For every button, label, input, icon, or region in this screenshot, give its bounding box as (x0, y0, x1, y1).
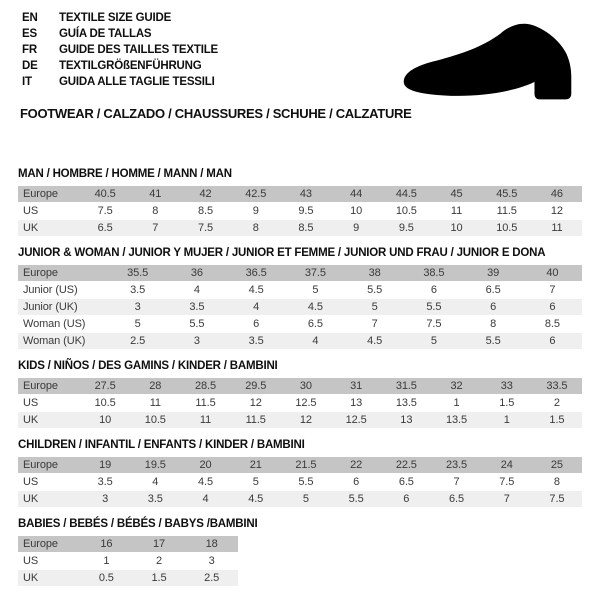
row-label: US (23, 205, 39, 217)
size-cell: 40 (546, 267, 559, 279)
size-cell: 41 (149, 188, 162, 200)
section-children (18, 439, 582, 507)
size-cell: 6 (490, 301, 497, 313)
size-cell: 30 (299, 380, 312, 392)
language-code: FR (22, 44, 37, 56)
size-cell: 31 (350, 380, 363, 392)
size-cell: 1 (103, 555, 110, 567)
size-cell: 33 (500, 380, 513, 392)
size-tables (18, 168, 582, 597)
size-cell: 4.5 (248, 493, 264, 505)
size-cell: 5 (252, 476, 259, 488)
language-row (22, 74, 218, 90)
size-cell: 1.5 (151, 572, 167, 584)
size-cell: 0.5 (98, 572, 114, 584)
size-cell: 6.5 (398, 476, 414, 488)
row-label: US (23, 555, 39, 567)
size-cell: 4 (152, 476, 159, 488)
size-cell: 38 (368, 267, 381, 279)
size-cell: 8 (252, 222, 259, 234)
size-cell: 3.5 (130, 284, 146, 296)
size-cell: 3 (102, 493, 109, 505)
size-cell: 33.5 (546, 380, 568, 392)
table-row (18, 412, 582, 428)
size-table-junior-woman (18, 265, 582, 349)
size-cell: 7.5 (426, 318, 442, 330)
size-cell: 12.5 (295, 397, 317, 409)
size-cell: 13 (400, 414, 413, 426)
size-cell: 12 (550, 205, 563, 217)
size-cell: 36 (190, 267, 203, 279)
size-cell: 12 (299, 414, 312, 426)
size-cell: 7.5 (499, 476, 515, 488)
section-title: MAN / HOMBRE / HOMME / MANN / MAN (18, 168, 232, 180)
size-cell: 8.5 (198, 205, 213, 217)
row-label: Woman (UK) (23, 335, 86, 347)
table-row (18, 316, 582, 332)
row-label: Europe (23, 380, 58, 392)
table-row (18, 265, 582, 281)
size-cell: 19.5 (144, 459, 166, 471)
size-cell: 10.5 (94, 397, 116, 409)
size-cell: 5 (302, 493, 309, 505)
size-cell: 7 (549, 284, 556, 296)
size-cell: 6.5 (485, 284, 501, 296)
size-cell: 6.5 (97, 222, 113, 234)
size-cell: 21.5 (295, 459, 317, 471)
section-title: KIDS / NIÑOS / DES GAMINS / KINDER / BAMBINI (18, 360, 278, 372)
size-cell: 9.5 (398, 222, 414, 234)
size-cell: 31.5 (395, 380, 417, 392)
size-cell: 4.5 (307, 301, 323, 313)
table-row (18, 186, 582, 202)
section-title: JUNIOR & WOMAN / JUNIOR Y MUJER / JUNIOR ET FEMME / JUNIOR UND FRAU / JUNIOR E DONA (18, 247, 546, 259)
size-cell: 11.5 (245, 414, 266, 426)
size-cell: 5 (134, 318, 141, 330)
row-label: Europe (23, 459, 58, 471)
size-cell: 9 (353, 222, 360, 234)
size-cell: 5 (430, 335, 437, 347)
size-cell: 36.5 (245, 267, 267, 279)
size-cell: 11 (551, 222, 563, 234)
size-cell: 3 (208, 555, 215, 567)
size-table-babies (18, 536, 238, 586)
size-cell: 6 (430, 284, 437, 296)
row-label: Junior (UK) (23, 301, 78, 313)
language-code: IT (22, 76, 32, 88)
size-cell: 16 (100, 538, 113, 550)
size-cell: 8 (152, 205, 159, 217)
size-cell: 4.5 (248, 284, 264, 296)
size-cell: 7.5 (97, 205, 113, 217)
size-cell: 10.5 (496, 222, 518, 234)
size-cell: 8.5 (298, 222, 314, 234)
size-cell: 28.5 (195, 380, 217, 392)
size-cell: 7 (371, 318, 378, 330)
size-cell: 22.5 (395, 459, 417, 471)
table-row (18, 203, 582, 219)
size-cell: 10 (99, 414, 112, 426)
section-man (18, 168, 582, 236)
size-cell: 27.5 (94, 380, 116, 392)
size-cell: 3.5 (97, 476, 113, 488)
size-cell: 4 (193, 284, 200, 296)
size-cell: 10.5 (395, 205, 417, 217)
size-cell: 8.5 (544, 318, 560, 330)
size-cell: 3.5 (147, 493, 163, 505)
row-label: Europe (23, 188, 58, 200)
size-cell: 4 (312, 335, 319, 347)
size-cell: 20 (199, 459, 212, 471)
size-table-man (18, 186, 582, 236)
size-cell: 4 (202, 493, 209, 505)
table-row (18, 457, 582, 473)
size-cell: 22 (350, 459, 363, 471)
size-cell: 1 (503, 414, 510, 426)
size-cell: 44.5 (395, 188, 417, 200)
language-label: TEXTILGRÖßENFÜHRUNG (59, 60, 202, 72)
size-cell: 6 (549, 301, 556, 313)
section-babies (18, 518, 582, 586)
section-kids (18, 360, 582, 428)
size-cell: 3 (193, 335, 200, 347)
size-cell: 42 (199, 188, 212, 200)
size-cell: 11 (450, 205, 463, 217)
size-cell: 8 (553, 476, 560, 488)
size-cell: 19 (99, 459, 112, 471)
language-code: DE (22, 60, 38, 72)
size-cell: 11.5 (496, 205, 517, 217)
language-row (22, 58, 218, 74)
size-cell: 5.5 (426, 301, 442, 313)
size-cell: 29.5 (245, 380, 267, 392)
language-label: GUÍA DE TALLAS (59, 28, 152, 40)
row-label: Europe (23, 538, 58, 550)
language-legend (22, 10, 218, 90)
size-cell: 6 (353, 476, 360, 488)
size-cell: 12 (249, 397, 262, 409)
table-row (18, 220, 582, 236)
size-cell: 6 (253, 318, 260, 330)
size-cell: 11 (199, 414, 212, 426)
size-cell: 7 (453, 476, 460, 488)
size-cell: 45 (450, 188, 463, 200)
size-cell: 25 (550, 459, 563, 471)
size-cell: 6.5 (307, 318, 323, 330)
row-label: Europe (23, 267, 58, 279)
size-cell: 46 (550, 188, 563, 200)
size-cell: 5.5 (485, 335, 501, 347)
size-cell: 44 (350, 188, 363, 200)
size-cell: 39 (487, 267, 500, 279)
size-cell: 5.5 (298, 476, 314, 488)
size-cell: 38.5 (423, 267, 445, 279)
language-code: ES (22, 28, 37, 40)
table-row (18, 474, 582, 490)
language-label: GUIDA ALLE TAGLIE TESSILI (59, 76, 215, 88)
size-cell: 7.5 (198, 222, 213, 234)
size-cell: 32 (450, 380, 463, 392)
size-cell: 8 (490, 318, 497, 330)
size-cell: 3.5 (248, 335, 264, 347)
size-cell: 2 (155, 555, 163, 567)
size-cell: 42.5 (245, 188, 267, 200)
size-cell: 7.5 (549, 493, 565, 505)
size-cell: 17 (152, 538, 166, 550)
language-code: EN (22, 12, 38, 24)
size-cell: 23.5 (446, 459, 468, 471)
size-cell: 10 (350, 205, 363, 217)
size-cell: 5.5 (348, 493, 364, 505)
size-cell: 21 (249, 459, 262, 471)
language-row (22, 26, 218, 42)
size-cell: 1.5 (499, 397, 515, 409)
size-cell: 5.5 (367, 284, 383, 296)
size-cell: 7 (152, 222, 159, 234)
language-row (22, 42, 218, 58)
size-cell: 13.5 (395, 397, 417, 409)
size-cell: 5 (371, 301, 378, 313)
size-cell: 13.5 (446, 414, 468, 426)
size-cell: 9.5 (298, 205, 314, 217)
size-cell: 2.5 (204, 572, 220, 584)
size-cell: 18 (205, 538, 218, 550)
size-cell: 2 (553, 397, 560, 409)
size-cell: 5.5 (189, 318, 205, 330)
size-cell: 11 (149, 397, 161, 409)
language-label: TEXTILE SIZE GUIDE (59, 12, 172, 24)
language-row (22, 10, 218, 26)
size-table-kids (18, 378, 582, 428)
size-cell: 5 (312, 284, 319, 296)
size-cell: 28 (149, 380, 162, 392)
size-cell: 4 (253, 301, 260, 313)
size-cell: 45.5 (496, 188, 518, 200)
table-row (18, 333, 582, 349)
size-cell: 37.5 (304, 267, 326, 279)
table-row (18, 570, 238, 586)
size-cell: 4.5 (367, 335, 383, 347)
size-cell: 4.5 (198, 476, 213, 488)
size-cell: 1.5 (549, 414, 565, 426)
table-row (18, 378, 582, 394)
row-label: Woman (US) (23, 318, 86, 330)
size-cell: 40.5 (94, 188, 116, 200)
row-label: UK (23, 572, 39, 584)
row-label: UK (23, 222, 39, 234)
size-cell: 3.5 (189, 301, 205, 313)
size-cell: 11.5 (195, 397, 216, 409)
table-row (18, 491, 582, 507)
section-title: BABIES / BEBÉS / BÉBÉS / BABYS /BAMBINI (18, 518, 258, 530)
size-cell: 6.5 (449, 493, 465, 505)
row-label: US (23, 397, 39, 409)
category-title: FOOTWEAR / CALZADO / CHAUSSURES / SCHUHE / CALZATURE (20, 106, 412, 121)
section-title: CHILDREN / INFANTIL / ENFANTS / KINDER / BAMBINI (18, 439, 305, 451)
size-cell: 6 (549, 335, 556, 347)
size-cell: 10.5 (144, 414, 166, 426)
table-row (18, 553, 238, 569)
size-cell: 7 (503, 493, 510, 505)
size-cell: 43 (299, 188, 312, 200)
shoe-icon (396, 16, 580, 110)
size-cell: 10 (450, 222, 463, 234)
size-cell: 1 (453, 397, 460, 409)
row-label: Junior (US) (23, 284, 78, 296)
language-label: GUIDE DES TAILLES TEXTILE (59, 44, 218, 56)
row-label: UK (23, 414, 39, 426)
row-label: US (23, 476, 39, 488)
size-table-children (18, 457, 582, 507)
size-cell: 13 (350, 397, 363, 409)
size-cell: 6 (403, 493, 410, 505)
table-row (18, 536, 238, 552)
section-junior-woman (18, 247, 582, 349)
table-row (18, 282, 582, 298)
size-cell: 12.5 (345, 414, 367, 426)
size-cell: 9 (252, 205, 259, 217)
table-row (18, 299, 582, 315)
row-label: UK (23, 493, 39, 505)
size-cell: 24 (500, 459, 513, 471)
size-cell: 2.5 (130, 335, 146, 347)
size-cell: 3 (134, 301, 141, 313)
size-cell: 35.5 (127, 267, 149, 279)
table-row (18, 395, 582, 411)
